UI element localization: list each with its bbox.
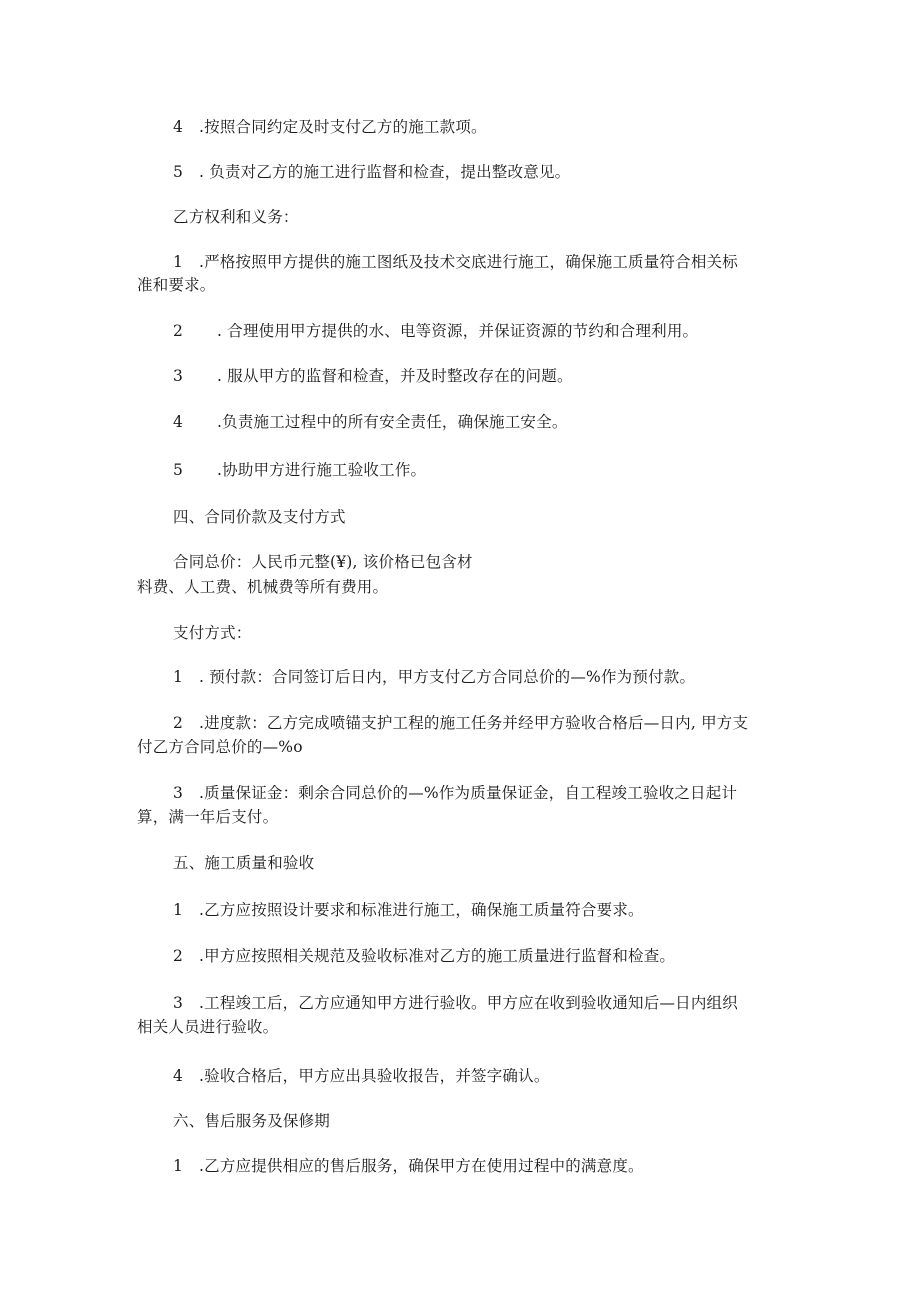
party-b-duty-5: 5 .协助甲方进行施工验收工作。 <box>173 461 427 479</box>
contract-total-price-continued: 料费、人工费、机械费等所有费用。 <box>137 578 389 596</box>
party-a-duty-4: 4 .按照合同约定及时支付乙方的施工款项。 <box>173 118 487 136</box>
section-5-heading: 五、施工质量和验收 <box>173 854 315 872</box>
party-b-duty-2: 2 . 合理使用甲方提供的水、电等资源，并保证资源的节约和合理利用。 <box>173 322 699 340</box>
party-b-duty-1-continued: 准和要求。 <box>137 276 216 294</box>
section-4-heading: 四、合同价款及支付方式 <box>173 508 346 526</box>
party-b-duty-4: 4 .负责施工过程中的所有安全责任，确保施工安全。 <box>173 413 568 431</box>
quality-item-2: 2 .甲方应按照相关规范及验收标准对乙方的施工质量进行监督和检查。 <box>173 947 676 965</box>
quality-item-4: 4 .验收合格后，甲方应出具验收报告，并签字确认。 <box>173 1067 550 1085</box>
quality-item-3-continued: 相关人员进行验收。 <box>137 1018 279 1036</box>
payment-progress: 2 .进度款：乙方完成喷锚支护工程的施工任务并经甲方验收合格后—日内, 甲方支 <box>173 714 749 732</box>
section-6-heading: 六、售后服务及保修期 <box>173 1112 331 1130</box>
service-item-1: 1 .乙方应提供相应的售后服务，确保甲方在使用过程中的满意度。 <box>173 1157 644 1175</box>
party-b-duty-3: 3 . 服从甲方的监督和检查，并及时整改存在的问题。 <box>173 367 573 385</box>
payment-progress-continued: 付乙方合同总价的—%o <box>137 738 303 756</box>
quality-item-3: 3 .工程竣工后，乙方应通知甲方进行验收。甲方应在收到验收通知后—日内组织 <box>173 994 738 1012</box>
payment-warranty-deposit: 3 .质量保证金：剩余合同总价的—%作为质量保证金，自工程竣工验收之日起计 <box>173 784 738 802</box>
party-b-heading: 乙方权利和义务： <box>173 208 299 226</box>
party-b-duty-1: 1 .严格按照甲方提供的施工图纸及技术交底进行施工，确保施工质量符合相关标 <box>173 253 738 271</box>
payment-warranty-deposit-continued: 算，满一年后支付。 <box>137 808 279 826</box>
party-a-duty-5: 5 . 负责对乙方的施工进行监督和检查，提出整改意见。 <box>173 163 571 181</box>
contract-total-price: 合同总价：人民币元整(¥), 该价格已包含材 <box>173 553 473 571</box>
payment-advance: 1 . 预付款：合同签订后日内，甲方支付乙方合同总价的—%作为预付款。 <box>173 668 696 686</box>
quality-item-1: 1 .乙方应按照设计要求和标准进行施工，确保施工质量符合要求。 <box>173 901 644 919</box>
payment-method-heading: 支付方式： <box>173 624 252 642</box>
